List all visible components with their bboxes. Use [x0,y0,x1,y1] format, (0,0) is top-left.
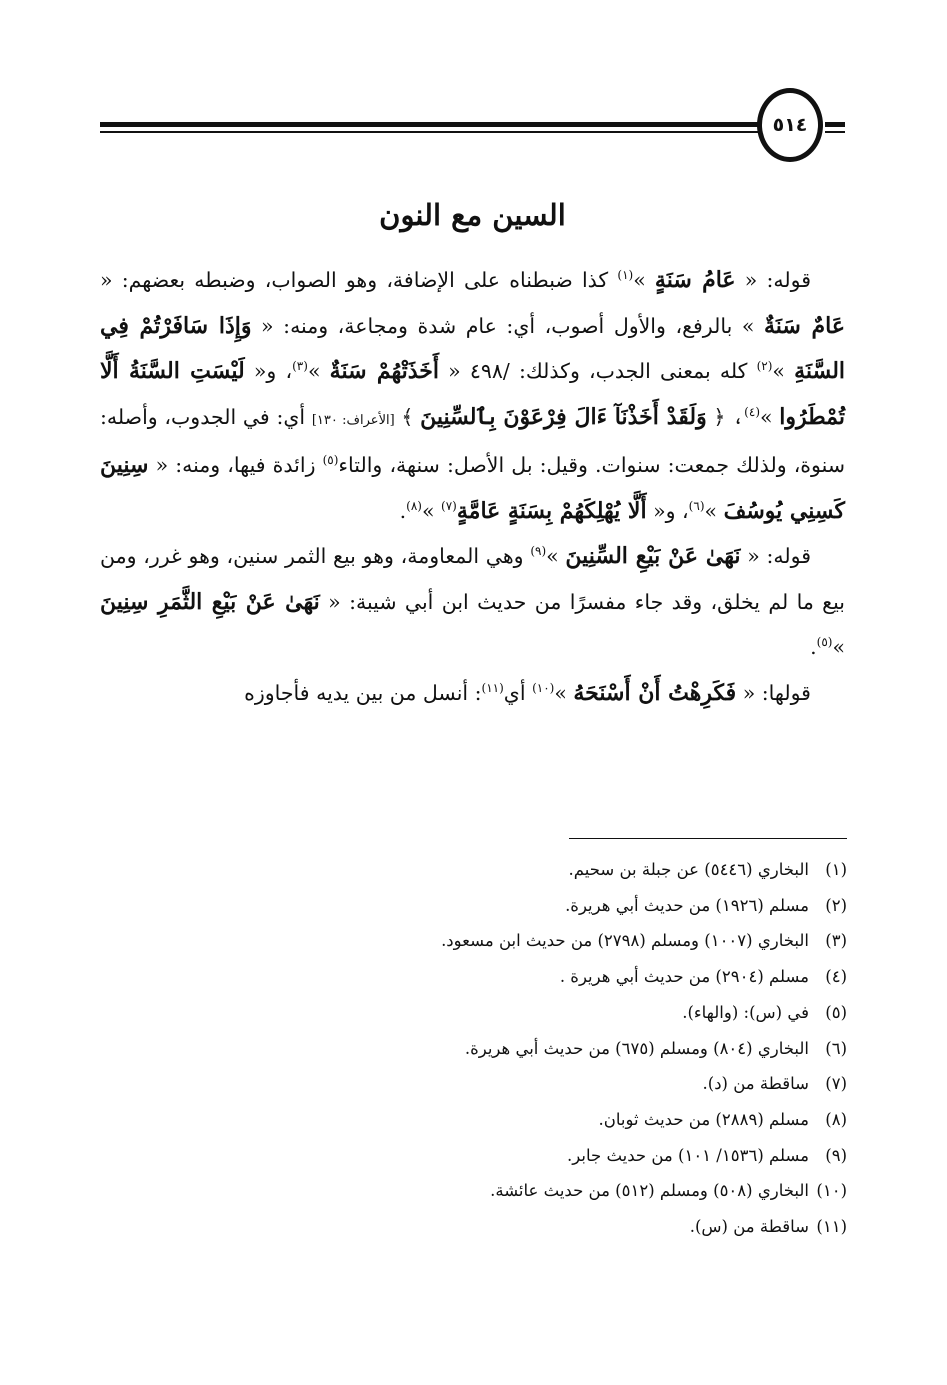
page-header [100,88,845,178]
chapter-title: السين مع النون [379,198,566,232]
quote: نَهَىٰ عَنْ بَيْعِ الثَّمَرِ سِنِينَ [100,588,320,615]
footnote-ref: (٤) [744,404,760,419]
footnote-text: مسلم (٢٩٠٤) من حديث أبي هريرة . [559,967,809,987]
footnote-text: في (س): (والهاء). [682,1002,809,1022]
quran-verse: وَلَقَدْ أَخَذْنَآ ءَالَ فِرْعَوْنَ بِٱلسِّنِينَ [420,403,707,430]
paragraph-1: قوله: « عَامُ سَنَةٍ »$^{(١)}$ كذا ضبطناه على الإضافة، وهو الصواب، وضبطه بعضهم: « عَامٌ سَنَةٌ » بالرفع، والأول أصوب، أي: عام شدة ومجاعة، ومنه: « وَإِذَا سَافَرْتُمْ فِي السَّنَةِ »$^{(٢)}$ كله بمعنى الجدب، وكذلك: /٤٩٨ « أَخَذَتْهُمْ سَنَةٌ »$^{(٣)}$، و« لَيْسَتِ السَّنَةُ أَلَّا تُمْطَرُوا »$^{(٤)}$، ﴿ وَلَقَدْ أَخَذْنَآ ءَالَ فِرْعَوْنَ بِٱلسِّنِينَ ﴾ [الأعراف: ١٣٠] أي: في الجدوب، وأصله: سنوة، ولذلك جمعت: سنوات. وقيل: بل الأصل: سنهة، والتاء$^{(٥)}$ زائدة فيها، ومنه: « سِنِينَ كَسِنِي يُوسُفَ »$^{(٦)}$، و« أَلَّا يُهْلِكَهُمْ بِسَنَةٍ عَامَّةٍ$^{(٧)}$ »$^{(٨)}$. [100,267,846,524]
header-rule-stub [825,122,845,127]
footnote-item [102,959,847,995]
quote: فَكَرِهْتُ أَنْ أَسْنَحَهُ [573,679,737,706]
footnote-item [102,852,847,888]
quote: وَإِذَا سَافَرْتُمْ فِي السَّنَةِ [100,312,846,384]
header-rule-thin [100,131,770,133]
footnote-item [102,1173,847,1209]
quote: نَهَىٰ عَنْ بَيْعِ السِّنِينَ [565,543,741,569]
footnote-ref: (٧) [441,498,457,513]
quote: سِنِينَ كَسِنِي يُوسُفَ [100,452,845,524]
footnotes [102,852,847,1245]
footnote-number: (٩) [825,1145,847,1165]
paragraph-3: قولها: « فَكَرِهْتُ أَنْ أَسْنَحَهُ »$^{(١٠)}$ أي$^{(١١)}$: أنسل من بين يديه فأجاوزه [244,679,811,706]
footnote-number: (٤) [825,967,847,987]
quote: لَيْسَتِ السَّنَةُ أَلَّا تُمْطَرُوا [100,358,846,430]
verse-citation: [الأعراف: ١٣٠] [311,412,395,428]
footnote-text: البخاري (٨٠٤) ومسلم (٦٧٥) من حديث أبي هريرة. [464,1038,809,1058]
header-rule-stub-thin [825,131,845,133]
footnote-text: البخاري (٥٠٨) ومسلم (٥١٢) من حديث عائشة. [490,1181,809,1201]
footnote-item [102,1066,847,1102]
footnote-item [102,923,847,959]
footnote-ref: (١) [617,268,634,283]
footnote-text: مسلم (٢٨٨٩) من حديث ثوبان. [598,1109,809,1129]
footnote-number: (٨) [825,1109,847,1129]
footnote-text: مسلم (١٥٣٦/ ١٠١) من حديث جابر. [567,1145,809,1165]
quote: عَامُ سَنَةٍ [654,267,736,293]
footnote-number: (٣) [825,931,847,951]
footnote-ref: (٣) [292,359,308,374]
footnote-item [102,1138,847,1174]
footnote-ref: (١١) [481,680,504,695]
footnote-number: (٦) [825,1038,847,1058]
footnote-number: (٧) [825,1074,847,1094]
footnote-item [102,1102,847,1138]
footnote-text: البخاري (١٠٠٧) ومسلم (٢٧٩٨) من حديث ابن مسعود. [441,931,809,951]
footnote-item [102,888,847,924]
footnote-number: (١١) [816,1217,847,1237]
footnote-number: (٢) [825,895,847,915]
header-rule-thick [100,122,770,127]
footnote-number: (١٠) [816,1181,847,1201]
body-text [100,258,845,716]
footnote-ref: (٦) [688,498,705,513]
quote: أَخَذَتْهُمْ سَنَةٌ [329,358,439,384]
footnote-ref: (٢) [756,359,773,374]
footnote-text: مسلم (١٩٢٦) من حديث أبي هريرة. [565,895,809,915]
footnote-item [102,1031,847,1067]
footnote-ref: (٩) [530,544,547,559]
footnote-item [102,1209,847,1245]
footnote-separator [569,838,847,839]
quote: أَلَّا يُهْلِكَهُمْ بِسَنَةٍ عَامَّةٍ [456,497,647,524]
footnote-number: (١) [825,860,847,879]
footnote-text: ساقطة من (د). [702,1074,809,1094]
quote: عَامٌ سَنَةٌ [763,312,846,339]
page-number: ٥١٤ [757,88,823,162]
footnote-ref: (٨) [406,498,422,513]
footnote-ref: (١٠) [532,680,555,695]
paragraph-2: قوله: « نَهَىٰ عَنْ بَيْعِ السِّنِينَ »$^{(٩)}$ وهي المعاومة، وهو بيع الثمر سنين، وهو غرر، ومن بيع ما لم يخلق، وقد جاء مفسرًا من حديث ابن أبي شيبة: « نَهَىٰ عَنْ بَيْعِ الثَّمَرِ سِنِينَ »$^{(٥)}$. [100,543,845,659]
footnote-number: (٥) [825,1002,847,1022]
footnote-text: البخاري (٥٤٤٦) عن جبلة بن سحيم. [568,860,809,879]
footnote-item [102,995,847,1031]
footnote-ref: (٥) [322,453,339,468]
footnote-ref: (٥) [816,635,833,650]
footnote-text: ساقطة من (س). [689,1217,809,1237]
